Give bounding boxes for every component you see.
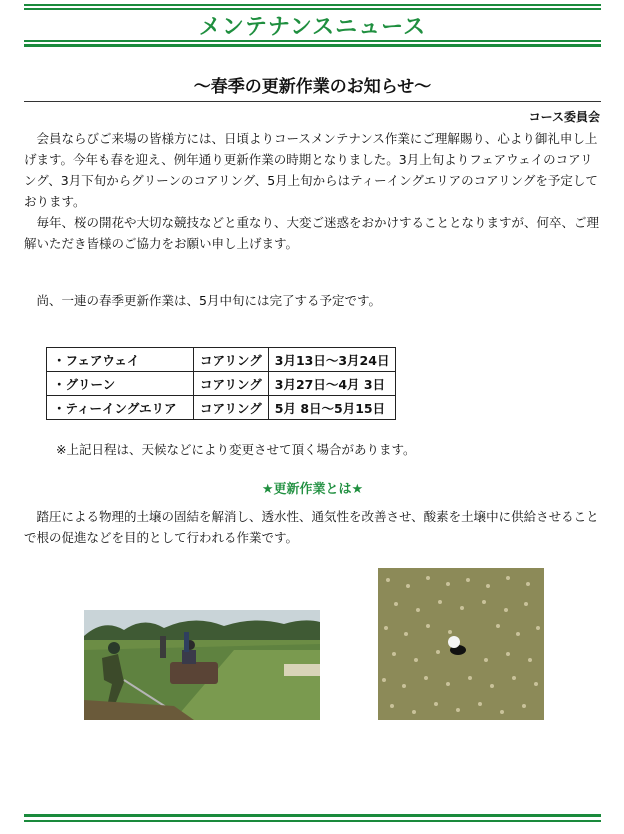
- schedule-dates: 3月27日～4月 3日: [268, 372, 396, 396]
- bottom-rule-thin: [24, 820, 601, 822]
- masthead-rule-thick: [24, 44, 601, 47]
- article-body-closing: [24, 290, 602, 311]
- schedule-table: [46, 347, 396, 420]
- schedule-work: コアリング: [194, 372, 269, 396]
- table-row: [47, 348, 396, 372]
- paragraph-2: 毎年、桜の開花や大切な競技などと重なり、大変ご迷惑をおかけすることとなりますが、何卒、ご理解いただき皆様のご協力をお願い申し上げます。: [24, 215, 600, 251]
- article-body: [24, 128, 602, 254]
- cored-green-illustration: [378, 568, 544, 720]
- bottom-rule-thick: [24, 814, 601, 817]
- top-rule-thin: [24, 4, 601, 6]
- table-row: [47, 372, 396, 396]
- cored-green-photo: [378, 568, 544, 720]
- schedule-work: コアリング: [194, 348, 269, 372]
- schedule-area: ・グリーン: [47, 372, 194, 396]
- schedule-dates: 5月 8日～5月15日: [268, 396, 396, 420]
- article-title: ～春季の更新作業のお知らせ～: [193, 77, 432, 97]
- fairway-coring-photo: [84, 610, 320, 720]
- table-row: [47, 396, 396, 420]
- fairway-coring-illustration: [84, 610, 320, 720]
- schedule-work: コアリング: [194, 396, 269, 420]
- schedule-area: ・ティーイングエリア: [47, 396, 194, 420]
- title-underline: [24, 101, 601, 102]
- masthead-title: メンテナンスニュース: [198, 15, 427, 40]
- article-author: コース委員会: [528, 110, 600, 124]
- explanation-text: 踏圧による物理的土壌の固結を解消し、透水性、通気性を改善させ、酸素を土壌中に供給させることで根の促進などを目的として行われる作業です。: [24, 509, 599, 545]
- schedule-area: ・フェアウェイ: [47, 348, 194, 372]
- paragraph-3: 尚、一連の春季更新作業は、5月中旬には完了する予定です。: [36, 293, 381, 308]
- paragraph-1: 会員ならびご来場の皆様方には、日頃よりコースメンテナンス作業にご理解賜り、心より御礼申し上げます。今年も春を迎え、例年通り更新作業の時期となりました。3月上旬よりフェアウェイのコアリング、3月下旬からグリーンのコアリング、5月上旬からはティーイングエリアのコアリングを予定しております。: [24, 131, 598, 209]
- explanation-heading: ★更新作業とは★: [261, 482, 364, 497]
- schedule-dates: 3月13日～3月24日: [268, 348, 396, 372]
- schedule-note: ※上記日程は、天候などにより変更させて頂く場合があります。: [56, 442, 416, 457]
- masthead-rule-thin: [24, 40, 601, 42]
- explanation-body: [24, 506, 602, 548]
